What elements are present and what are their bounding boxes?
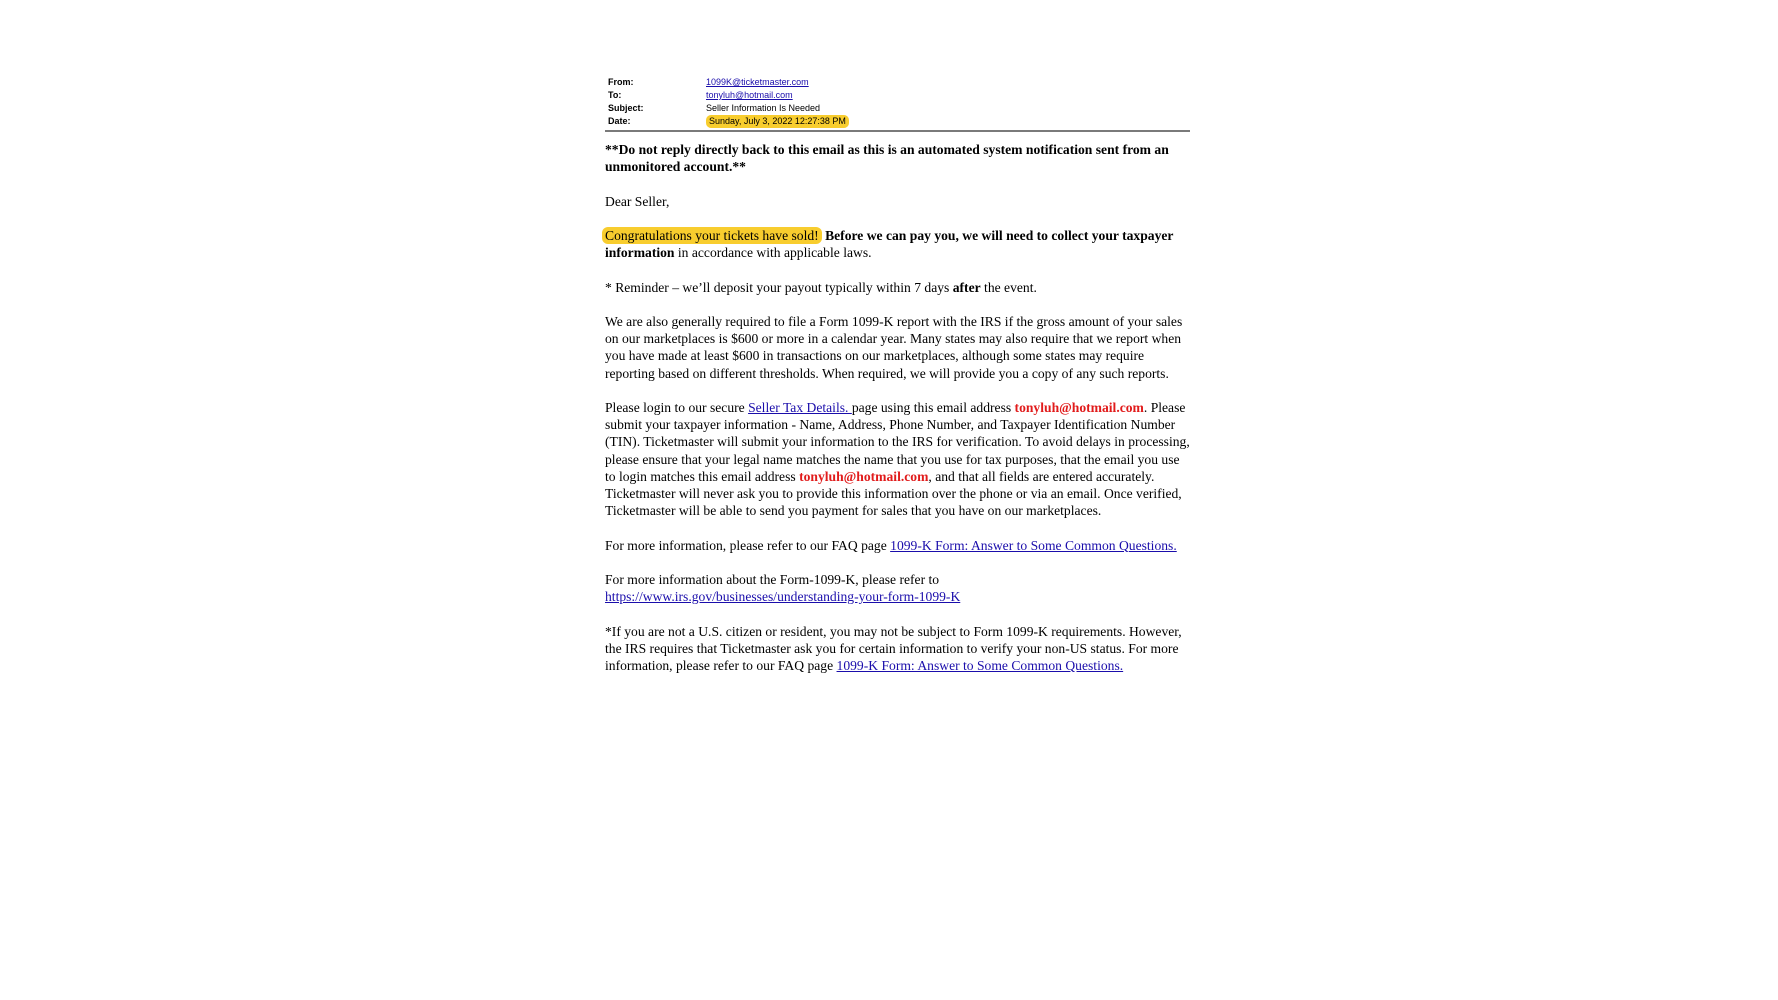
from-address-link[interactable]: 1099K@ticketmaster.com: [706, 77, 809, 87]
date-label: Date:: [608, 116, 631, 126]
date-row: [608, 115, 1190, 128]
header-divider: [605, 130, 1190, 132]
login-text-d: , and that all fields are entered accurately. Ticketmaster will never ask you to provide this information over the phone or via an email. Once verified, Ticketmaster will be able to send you payment for sales that you have on our marketplaces.: [605, 468, 1182, 519]
subject-label: Subject:: [608, 103, 644, 113]
subject-row: [608, 102, 1190, 115]
to-label: To:: [608, 90, 622, 100]
no-reply-notice-text: **Do not reply directly back to this email as this is an automated system notification sent from an unmonitored account.**: [605, 142, 1169, 175]
non-us-paragraph: [605, 623, 1190, 675]
email-address-highlight-1: tonyluh@hotmail.com: [1014, 399, 1144, 415]
login-text-c: . Please submit your taxpayer information - Name, Address, Phone Number, and Taxpayer Identification Number (TIN). Ticketmaster will submit your information to the IRS for verification. To avoid delays in processing, please ensure that your legal name matches the name that you use for tax purposes, that the email you use to login matches this email address: [605, 399, 1190, 484]
date-value: Sunday, July 3, 2022 12:27:38 PM: [706, 115, 849, 128]
faq-text: For more information, please refer to our FAQ page: [605, 537, 891, 553]
reminder-text-b: the event.: [980, 279, 1037, 295]
login-paragraph: [605, 399, 1190, 519]
email-address-highlight-2: tonyluh@hotmail.com: [799, 468, 929, 484]
sold-paragraph: [605, 227, 1190, 261]
reminder-paragraph: [605, 279, 1190, 296]
irs-text: For more information about the Form-1099-K, please refer to: [605, 571, 940, 587]
faq-link[interactable]: 1099-K Form: Answer to Some Common Questions.: [890, 537, 1177, 553]
non-us-text: *If you are not a U.S. citizen or resident, you may not be subject to Form 1099-K requirements. However, the IRS requires that Ticketmaster ask you for certain information to verify your non-US status. For more information, please refer to our FAQ page: [605, 623, 1182, 673]
reminder-after-bold: after: [952, 279, 981, 295]
irs-paragraph: [605, 571, 1190, 605]
applicable-laws-text: in accordance with applicable laws.: [674, 245, 872, 261]
login-text-a: Please login to our secure: [605, 399, 749, 415]
email-header: [605, 76, 1190, 128]
faq-paragraph: [605, 537, 1190, 554]
email-document: [605, 76, 1190, 691]
collect-info-bold: Before we can pay you, we will need to collect your taxpayer information: [605, 227, 1174, 261]
subject-value: Seller Information Is Needed: [706, 103, 821, 113]
reminder-text-a: * Reminder – we’ll deposit your payout typically within 7 days: [605, 279, 953, 295]
to-address-link[interactable]: tonyluh@hotmail.com: [706, 90, 793, 100]
email-body: [605, 141, 1190, 674]
irs-link[interactable]: https://www.irs.gov/businesses/understanding-your-form-1099-K: [605, 589, 961, 605]
greeting: Dear Seller,: [605, 193, 670, 209]
congratulations-highlight: Congratulations your tickets have sold!: [602, 227, 822, 244]
from-row: [608, 76, 1190, 89]
to-row: [608, 89, 1190, 102]
seller-tax-details-link[interactable]: Seller Tax Details.: [748, 399, 852, 415]
no-reply-notice: [605, 141, 1190, 175]
login-text-b: page using this email address: [851, 399, 1015, 415]
non-us-faq-link[interactable]: 1099-K Form: Answer to Some Common Questions.: [836, 657, 1124, 673]
form-1099k-paragraph: We are also generally required to file a Form 1099-K report with the IRS if the gross amount of your sales on our marketplaces is $600 or more in a calendar year. Many states may also require that we report when you have made at least $600 in transactions on our marketplaces, although some states may require reporting based on different thresholds. When required, we will provide you a copy of any such reports.: [605, 313, 1183, 381]
from-label: From:: [608, 77, 634, 87]
